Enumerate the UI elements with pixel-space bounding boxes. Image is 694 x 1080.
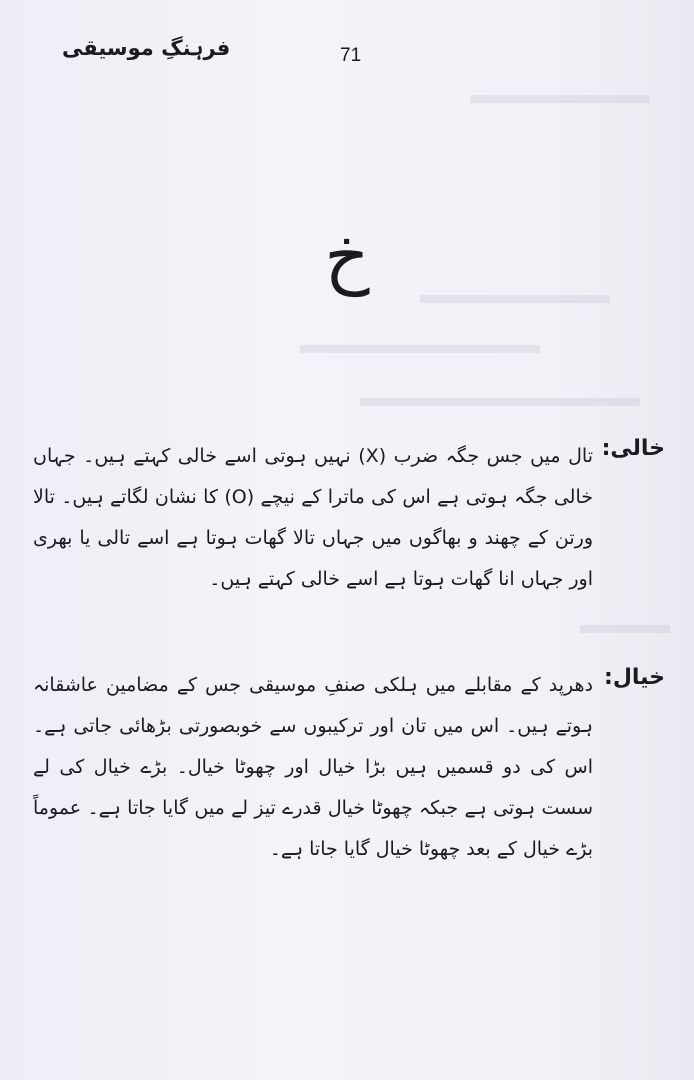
section-letter-heading: خ: [324, 215, 370, 297]
running-title: فرہنگِ موسیقی: [62, 36, 231, 60]
page-number: 71: [340, 45, 362, 66]
show-through-decoration: [300, 345, 540, 353]
dictionary-entry: [33, 665, 665, 995]
entry-definition: تال میں جس جگہ ضرب (X) نہیں ہوتی اسے خالی کہتے ہیں۔ جہاں خالی جگہ ہوتی ہے اس کی ماترا کے نیچے (O) کا نشان لگاتے ہیں۔ تالا ورتن کے چھند و بھاگوں میں جہاں تالا گھات ہوتا ہے اسے تالی یا بھری اور جہاں انا گھات ہوتا ہے اسے خالی کہتے ہیں۔: [33, 445, 594, 590]
dictionary-entry: [33, 436, 665, 636]
show-through-decoration: [360, 398, 640, 406]
entry-term: خیال:: [604, 665, 665, 690]
entry-term: خالی:: [601, 436, 665, 461]
show-through-decoration: [470, 95, 650, 103]
entry-definition: دھرپد کے مقابلے میں ہلکی صنفِ موسیقی جس کے مضامین عاشقانہ ہوتے ہیں۔ اس میں تان اور ترکیبوں سے خوبصورتی بڑھائی جاتی ہے۔ اس کی دو قسمیں ہیں بڑا خیال اور چھوٹا خیال۔ بڑے خیال کی لے سست ہوتی ہے جبکہ چھوٹا خیال قدرے تیز لے میں گایا جاتا ہے۔ عموماً بڑے خیال کے بعد چھوٹا خیال گایا جاتا ہے۔: [33, 674, 593, 860]
